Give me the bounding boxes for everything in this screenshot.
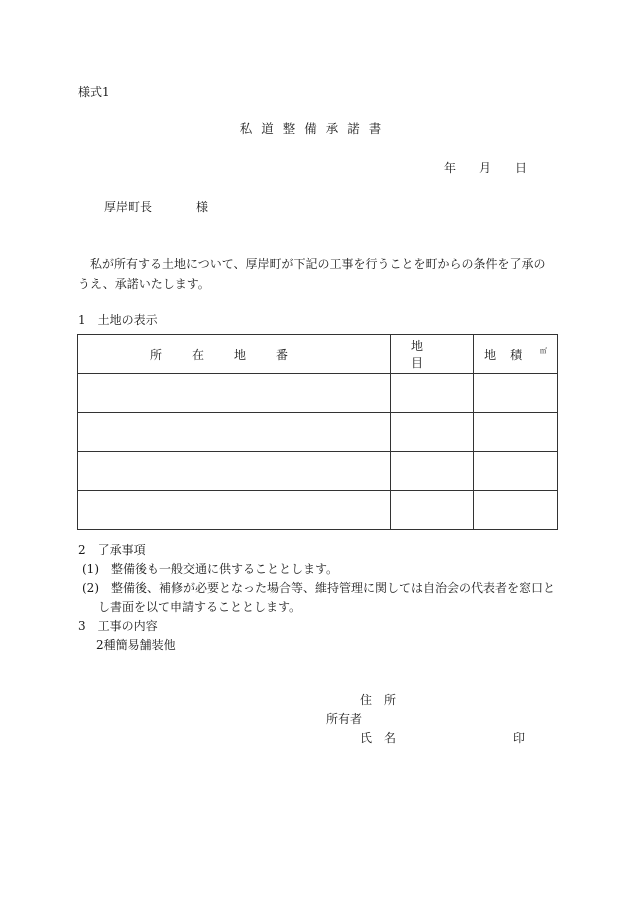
condition-item-2-continued: し書面を以て申請することとします。	[98, 600, 302, 614]
area-cell[interactable]	[474, 413, 558, 452]
seal-mark: 印	[513, 731, 526, 745]
category-cell[interactable]	[391, 374, 474, 413]
category-cell[interactable]	[391, 491, 474, 530]
condition-item-1: (1) 整備後も一般交通に供することとします。	[82, 562, 339, 576]
category-cell[interactable]	[391, 452, 474, 491]
category-cell[interactable]	[391, 413, 474, 452]
unit-label: ㎡	[539, 346, 547, 355]
land-table-header-row	[78, 335, 558, 374]
document-title: 私道整備承諾書	[239, 121, 391, 136]
location-cell[interactable]	[78, 452, 391, 491]
table-row	[78, 491, 558, 530]
table-row	[78, 452, 558, 491]
consent-paragraph: 私が所有する土地について、厚岸町が下記の工事を行うことを町からの条件を了承のうえ、承諾いたします。	[78, 257, 546, 291]
area-cell[interactable]	[474, 491, 558, 530]
date-year-label: 年	[444, 161, 457, 175]
date-day-label: 日	[515, 161, 528, 175]
header-land-area: 地積 ㎡	[474, 335, 558, 374]
name-label: 氏名	[360, 731, 409, 745]
section-2-heading: 2 了承事項	[78, 543, 146, 557]
form-number: 様式1	[78, 85, 110, 99]
date-month-label: 月	[479, 161, 492, 175]
area-cell[interactable]	[474, 452, 558, 491]
header-location: 所在地番	[78, 335, 391, 374]
section-3-heading: 3 工事の内容	[78, 619, 158, 633]
addressee	[104, 200, 209, 214]
header-land-category: 地目	[391, 335, 474, 374]
section-1-heading: 1 土地の表示	[78, 313, 158, 327]
land-table	[77, 334, 558, 530]
table-row	[78, 413, 558, 452]
owner-label: 所有者	[326, 712, 363, 726]
condition-item-2: (2) 整備後、補修が必要となった場合等、維持管理に関しては自治会の代表者を窓口と	[82, 581, 556, 595]
addressee-honorific: 様	[196, 200, 209, 214]
area-cell[interactable]	[474, 374, 558, 413]
addressee-name: 厚岸町長	[104, 200, 153, 214]
work-content: 2種簡易舗装他	[96, 638, 176, 652]
location-cell[interactable]	[78, 374, 391, 413]
address-label: 住所	[360, 693, 409, 707]
location-cell[interactable]	[78, 413, 391, 452]
location-cell[interactable]	[78, 491, 391, 530]
table-row	[78, 374, 558, 413]
